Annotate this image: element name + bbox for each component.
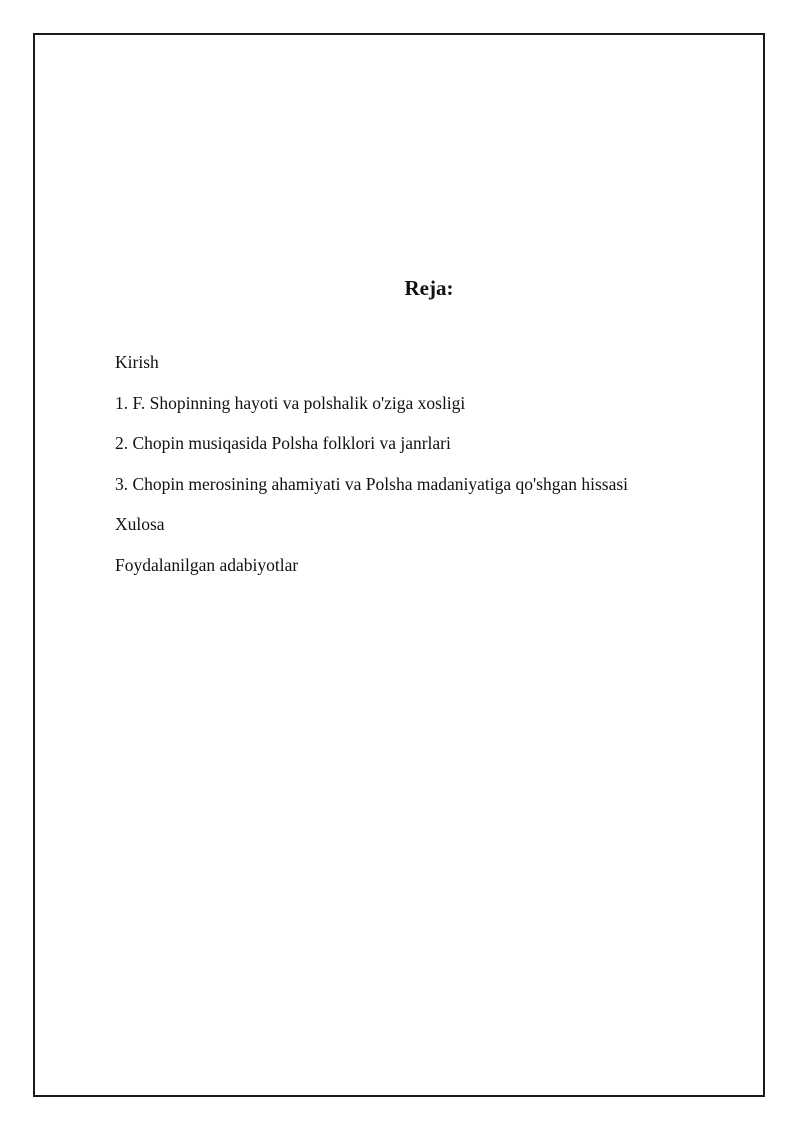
contents-item-1: 1. F. Shopinning hayoti va polshalik o'ziga xosligi: [115, 392, 466, 413]
contents-item-3: 3. Chopin merosining ahamiyati va Polsha madaniyatiga qo'shgan hissasi: [115, 473, 629, 494]
contents-list: [115, 349, 628, 592]
page-title: Reja:: [404, 276, 454, 300]
contents-item-2: 2. Chopin musiqasida Polsha folklori va janrlari: [115, 433, 451, 453]
contents-item-references: Foydalanilgan adabiyotlar: [115, 554, 299, 575]
contents-item-intro: Kirish: [115, 352, 159, 372]
contents-item-conclusion: Xulosa: [115, 514, 165, 534]
